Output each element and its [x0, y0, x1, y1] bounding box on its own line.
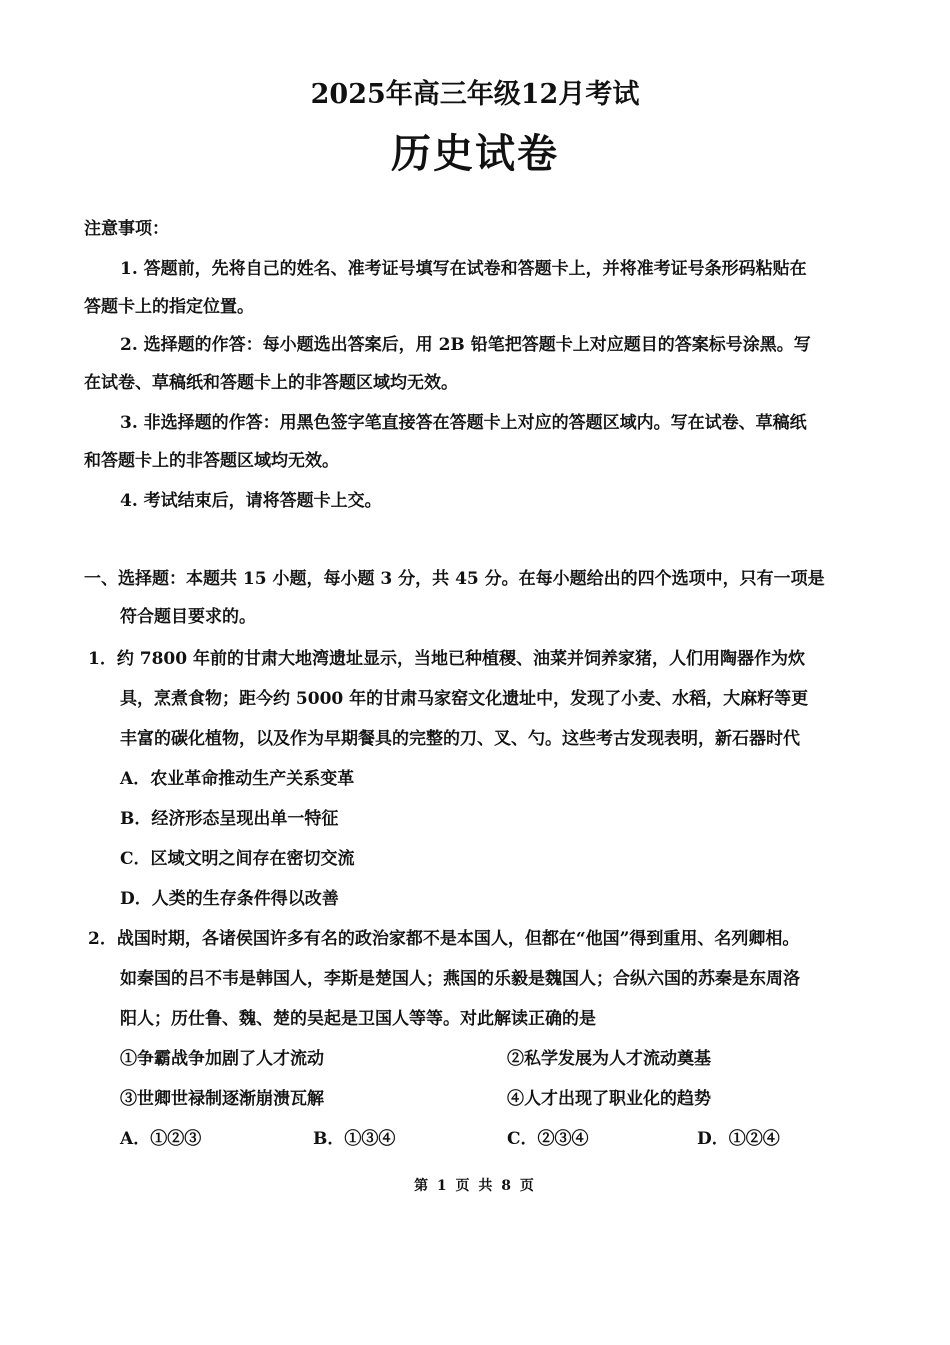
question-2-statement-2: ②私学发展为人才流动奠基 [507, 1049, 711, 1069]
question-2-statement-3: ③世卿世禄制逐渐崩溃瓦解 [120, 1089, 324, 1109]
question-1-option-a: A．农业革命推动生产关系变革 [120, 769, 355, 789]
notice-line: 在试卷、草稿纸和答题卡上的非答题区域均无效。 [84, 373, 458, 393]
question-2-choice-c: C．②③④ [507, 1129, 589, 1149]
notice-line: 4. 考试结束后，请将答题卡上交。 [120, 491, 382, 511]
question-1-option-b: B．经济形态呈现出单一特征 [120, 809, 339, 829]
notice-line: 3. 非选择题的作答：用黑色签字笔直接答在答题卡上对应的答题区域内。写在试卷、草稿纸 [120, 413, 807, 433]
page-number: 第 1 页 共 8 页 [414, 1178, 536, 1194]
section-heading: 一、选择题：本题共 15 小题，每小题 3 分，共 45 分。在每小题给出的四个选项中，只有一项是 [84, 569, 825, 589]
notice-heading: 注意事项： [84, 219, 169, 239]
notice-line: 2. 选择题的作答：每小题选出答案后，用 2B 铅笔把答题卡上对应题目的答案标号涂黑。写 [120, 335, 811, 355]
notice-line: 和答题卡上的非答题区域均无效。 [84, 451, 339, 471]
question-1-stem: 具，烹煮食物；距今约 5000 年的甘肃马家窑文化遗址中，发现了小麦、水稻，大麻籽等更 [120, 689, 809, 709]
question-2-choice-a: A．①②③ [120, 1129, 202, 1149]
question-2-statement-1: ①争霸战争加剧了人才流动 [120, 1049, 324, 1069]
question-2-stem: 如秦国的吕不韦是韩国人，李斯是楚国人；燕国的乐毅是魏国人；合纵六国的苏秦是东周洛 [120, 969, 800, 989]
question-2-stem: 阳人；历仕鲁、魏、楚的吴起是卫国人等等。对此解读正确的是 [120, 1009, 596, 1029]
question-1-stem: 1．约 7800 年前的甘肃大地湾遗址显示，当地已种植稷、油菜并饲养家猪，人们用陶器作为炊 [88, 649, 805, 669]
question-1-stem: 丰富的碳化植物，以及作为早期餐具的完整的刀、叉、勺。这些考古发现表明，新石器时代 [120, 729, 800, 749]
notice-line: 1. 答题前，先将自己的姓名、准考证号填写在试卷和答题卡上，并将准考证号条形码粘贴在 [120, 259, 807, 279]
exam-subtitle: 2025年高三年级12月考试 [310, 79, 640, 110]
exam-title: 历史试卷 [391, 130, 559, 177]
notice-line: 答题卡上的指定位置。 [84, 297, 254, 317]
question-1-option-c: C．区域文明之间存在密切交流 [120, 849, 355, 869]
question-2-choice-b: B．①③④ [313, 1129, 396, 1149]
section-heading-cont: 符合题目要求的。 [120, 607, 256, 627]
question-2-choice-d: D．①②④ [697, 1129, 780, 1149]
question-2-statement-4: ④人才出现了职业化的趋势 [507, 1089, 711, 1109]
question-2-stem: 2．战国时期，各诸侯国许多有名的政治家都不是本国人，但都在“他国”得到重用、名列卿相。 [88, 929, 800, 949]
question-1-option-d: D．人类的生存条件得以改善 [120, 889, 339, 909]
